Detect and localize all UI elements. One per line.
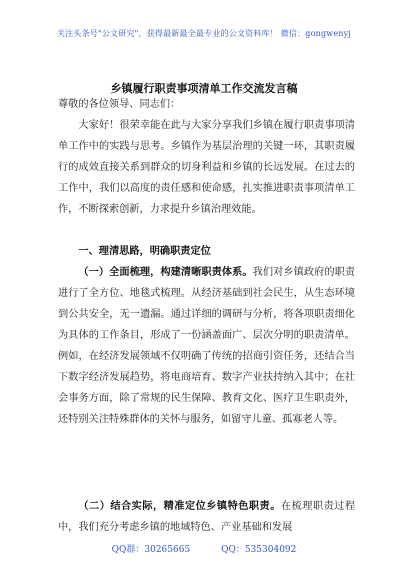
paragraph-1-2 (58, 496, 355, 538)
paragraph-1-1-body: 我们对乡镇政府的职责进行了全方位、地毯式梳理。从经济基础到社会民生，从生态环境到公共安全，无一遗漏。通过详细的调研与分析，将各项职责细化为具体的工作条目，形成了一份涵盖面广、层次分明的职责清单。例如，在经济发展领域不仅明确了传统的招商引资任务，还结合当下数字经济发展趋势，将电商培育、数字产业扶持纳入其中；在社会事务方面，除了常规的民生保障、教育文化、医疗卫生职责外，还特别关注特殊群体的关怀与服务，如留守儿童、孤寡老人等。 (58, 267, 356, 425)
paragraph-1-2-lead: （二）结合实际，精准定位乡镇特色职责。 (78, 500, 281, 512)
greeting: 尊敬的各位领导、同志们： (58, 99, 181, 110)
section-heading-1: 一、理清思路，明确职责定位 (78, 245, 211, 257)
paragraph-1-1-lead: （一）全面梳理，构建清晰职责体系。 (78, 266, 253, 278)
footer (0, 542, 408, 555)
paragraph-intro: 大家好！很荣幸能在此与大家分享我们乡镇在履行职责事项清单工作中的实践与思考。乡镇作为基层治理的关键一环，其职责履行的成效直接关系到群众的切身利益和乡镇的长远发展。在过去的工作中，我们以高度的责任感和使命感，扎实推进职责事项清单工作，不断探索创新，力求提升乡镇治理效能。 (58, 120, 355, 215)
top-banner: 关注头条号"公文研究"，获得最新最全最专业的公文资料库！ 微信：gongwenyj (56, 29, 352, 38)
paragraph-1-1 (58, 262, 355, 430)
document-title: 乡镇履行职责事项清单工作交流发言稿 (110, 82, 298, 95)
paragraph-1-2-body: 在梳理职责过程中，我们充分考虑乡镇的地域特色、产业基础和发展 (58, 501, 356, 533)
footer-qq: QQ：535304092 (221, 545, 297, 555)
footer-qq-group: QQ群：30265665 (111, 545, 191, 555)
